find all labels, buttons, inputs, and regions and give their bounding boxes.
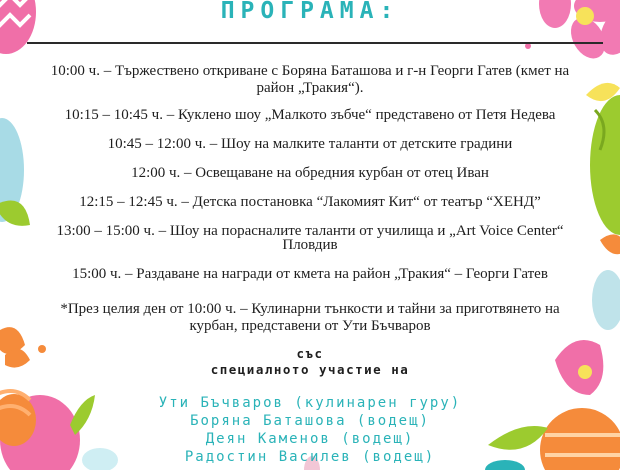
special-participation-label: специалното участие на — [210, 362, 410, 377]
program-item-1-line-1: 10:00 ч. – Тържествено откриване с Боряна Баташова и г-н Георги Гатев (кмет на — [50, 63, 570, 79]
program-item-2: 10:15 – 10:45 ч. – Куклено шоу „Малкото зъбче“ представено от Петя Недева — [64, 107, 556, 123]
guest-1: Ути Бъчваров (кулинарен гуру) — [158, 395, 462, 411]
program-item-6-line-2: Пловдив — [282, 237, 338, 253]
special-participation-with: със — [296, 346, 324, 361]
program-item-6-line-1: 13:00 – 15:00 ч. – Шоу на порасналите таланти от училища и „Art Voice Center“ — [56, 223, 564, 239]
program-item-8-line-1: *През целия ден от 10:00 ч. – Кулинарни тънкости и тайни за приготвянето на — [60, 301, 560, 317]
program-item-1-line-2: район „Тракия“). — [256, 80, 364, 96]
title-divider — [27, 42, 603, 44]
guest-3: Деян Каменов (водещ) — [205, 431, 415, 447]
program-title: ПРОГРАМА: — [220, 0, 400, 24]
program-item-3: 10:45 – 12:00 ч. – Шоу на малките таланти от детските градини — [107, 136, 513, 152]
program-item-7: 15:00 ч. – Раздаване на награди от кмета на район „Тракия“ – Георги Гатев — [72, 266, 548, 282]
program-item-5: 12:15 – 12:45 ч. – Детска постановка “Лакомият Кит“ от театър “ХЕНД” — [79, 194, 541, 210]
guest-4: Радостин Василев (водещ) — [184, 449, 436, 465]
guest-2: Боряна Баташова (водещ) — [190, 413, 430, 429]
program-item-4: 12:00 ч. – Освещаване на обредния курбан от отец Иван — [131, 165, 489, 181]
program-item-8-line-2: курбан, представени от Ути Бъчваров — [189, 318, 431, 334]
